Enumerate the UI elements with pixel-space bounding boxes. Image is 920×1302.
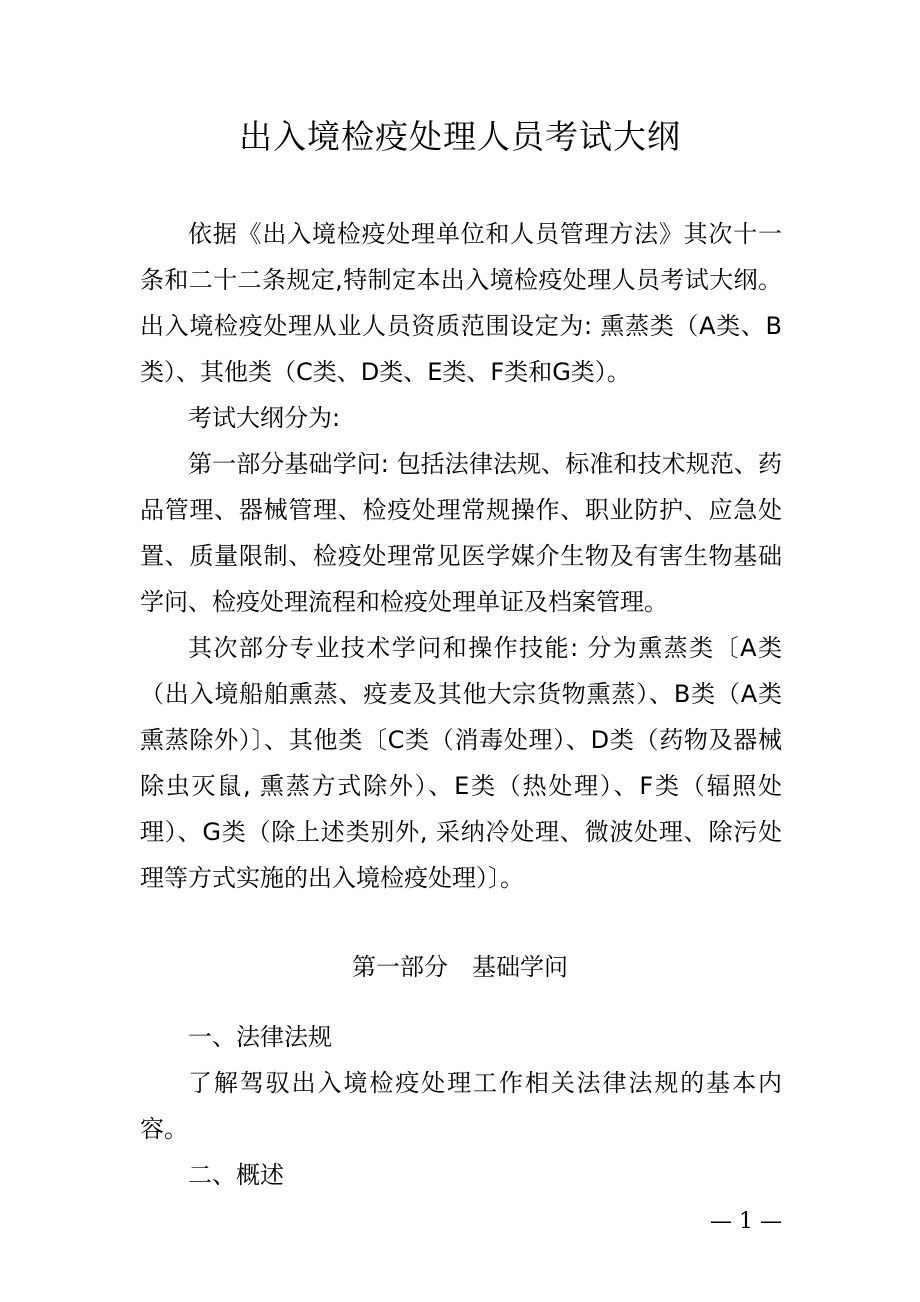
paragraph-laws: 了解驾驭出入境检疫处理工作相关法律法规的基本内容。 bbox=[140, 1069, 782, 1143]
intro-body bbox=[140, 211, 782, 901]
paragraph-part-two: 其次部分专业技术学问和操作技能: 分为熏蒸类〔A类（出入境船舶熏蒸、疫麦及其他大宗货物熏蒸）、B类（A类熏蒸除外）〕、其他类〔C类（消毒处理）、D类（药物及器械除虫灭鼠, 熏蒸方式除外）、E类（热处理）、F类（辐照处理）、G类（除上述类别外, 采纳冷处理、微波处理、除污处理等方式实施的出入境检疫处理）〕。 bbox=[140, 634, 782, 892]
paragraph-part-one: 第一部分基础学问: 包括法律法规、标准和技术规范、药品管理、器械管理、检疫处理常规操作、职业防护、应急处置、质量限制、检疫处理常见医学媒介生物及有害生物基础学问、检疫处理流程和检疫处理单证及档案管理。 bbox=[140, 450, 782, 616]
paragraph-basis: 依据《出入境检疫处理单位和人员管理方法》其次十一条和二十二条规定,特制定本出入境检疫处理人员考试大纲。出入境检疫处理从业人员资质范围设定为: 熏蒸类（A类、B类）、其他类（C类、D类、E类、F类和G类）。 bbox=[140, 220, 782, 386]
paragraph-outline-intro: 考试大纲分为: bbox=[188, 404, 341, 432]
document-title: 出入境检疫处理人员考试大纲 bbox=[239, 117, 681, 156]
section-body bbox=[140, 1014, 782, 1198]
subheading-overview: 二、概述 bbox=[188, 1161, 284, 1189]
section-heading: 第一部分 基础学问 bbox=[352, 953, 568, 981]
subheading-laws: 一、法律法规 bbox=[188, 1023, 332, 1051]
page-number: — 1 — bbox=[710, 1209, 782, 1234]
